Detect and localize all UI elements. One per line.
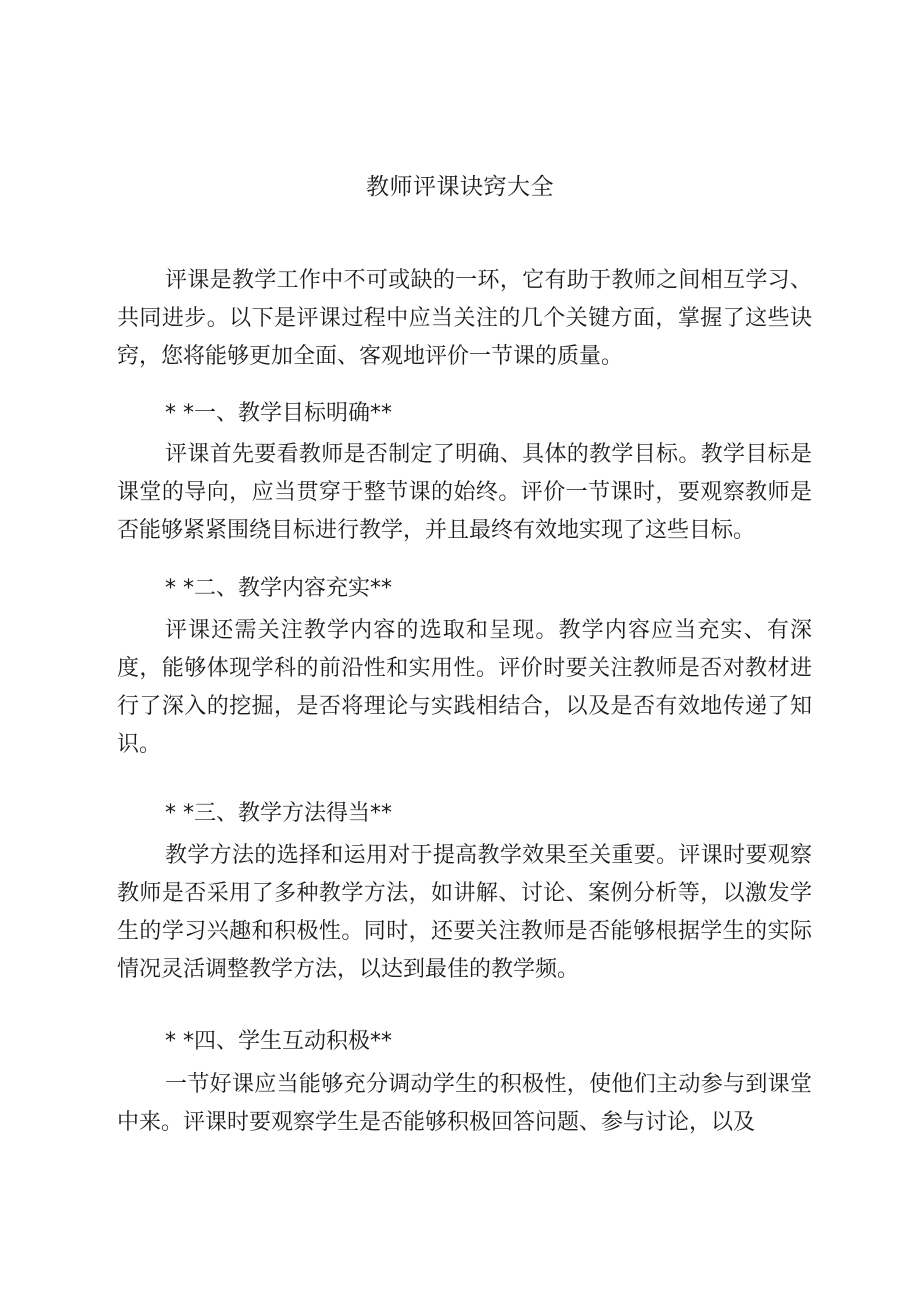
section-body-3: 教学方法的选择和运用对于提高教学效果至关重要。评课时要观察教师是否采用了多种教学方法，如讲解、讨论、案例分析等，以激发学生的学习兴趣和积极性。同时，还要关注教师是否能够根据学生的实际情况灵活调整教学方法，以达到最佳的教学频。	[117, 843, 812, 982]
document-title: 教师评课诀窍大全	[366, 174, 554, 200]
intro-paragraph: 评课是教学工作中不可或缺的一环，它有助于教师之间相互学习、共同进步。以下是评课过程中应当关注的几个关键方面，掌握了这些诀窍，您将能够更加全面、客观地评价一节课的质量。	[117, 268, 812, 369]
section-heading-1: * *一、教学目标明确**	[165, 401, 392, 426]
section-body-2: 评课还需关注教学内容的选取和呈现。教学内容应当充实、有深度，能够体现学科的前沿性和实用性。评价时要关注教师是否对教材进行了深入的挖掘，是否将理论与实践相结合，以及是否有效地传递了知识。	[117, 618, 812, 757]
section-heading-3: * *三、教学方法得当**	[165, 801, 392, 826]
section-heading-4: * *四、学生互动积极**	[165, 1029, 392, 1054]
section-body-1: 评课首先要看教师是否制定了明确、具体的教学目标。教学目标是课堂的导向，应当贯穿于整节课的始终。评价一节课时，要观察教师是否能够紧紧围绕目标进行教学，并且最终有效地实现了这些目标。	[117, 442, 812, 543]
section-body-4: 一节好课应当能够充分调动学生的积极性，使他们主动参与到课堂中来。评课时要观察学生是否能够积极回答问题、参与讨论，以及	[117, 1072, 812, 1135]
section-heading-2: * *二、教学内容充实**	[165, 576, 392, 601]
